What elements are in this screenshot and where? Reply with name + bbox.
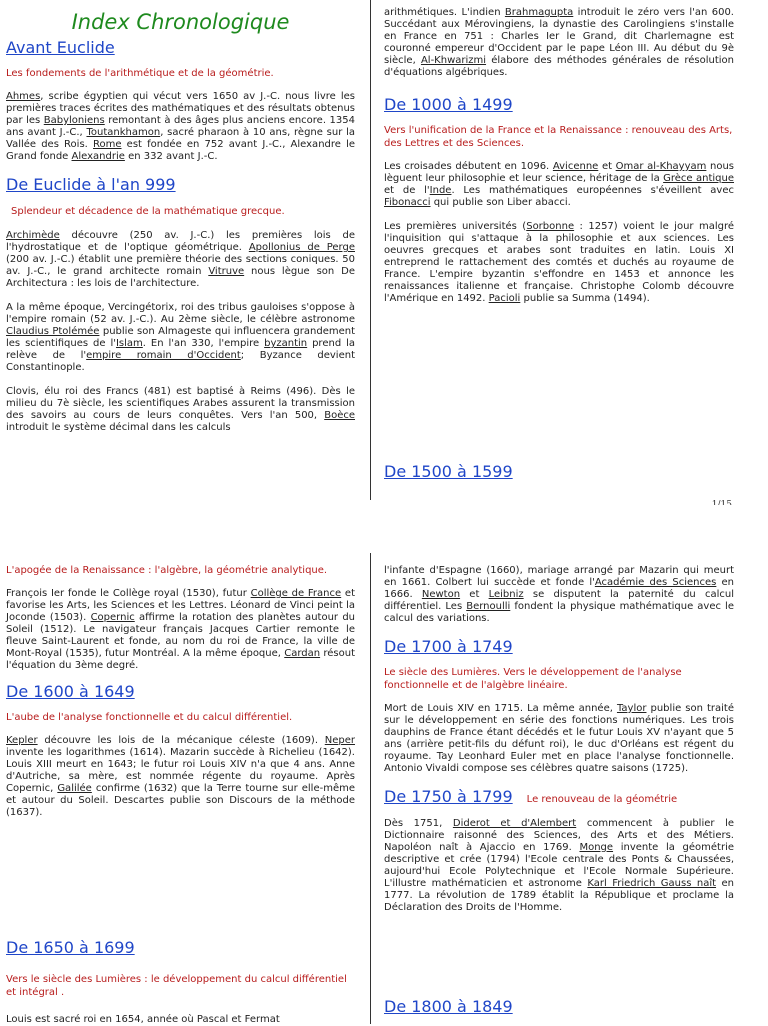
link-alexandrie[interactable]: Alexandrie bbox=[71, 151, 125, 162]
text: . Les mathématiques européennes s'éveillent avec bbox=[451, 185, 734, 196]
text: et favorise les Arts, les Sciences et les Lettres. Léonard de Vinci peint la Joconde (1503). bbox=[6, 588, 355, 623]
text: Dès 1751, bbox=[384, 818, 453, 829]
left-column bbox=[6, 545, 356, 1025]
section-link-1750-1799[interactable]: De 1750 à 1799 bbox=[384, 787, 513, 806]
section-subtitle: Le renouveau de la géométrie bbox=[526, 794, 678, 805]
link-archimede[interactable]: Archimède bbox=[6, 230, 60, 241]
page-gap bbox=[0, 505, 768, 545]
text: François Ier fonde le Collège royal (1530), futur bbox=[6, 588, 251, 599]
text: découvre les lois de la mécanique céleste (1609). bbox=[37, 735, 325, 746]
text: et de l' bbox=[384, 185, 430, 196]
link-toutankhamon[interactable]: Toutankhamon bbox=[86, 127, 161, 138]
link-taylor[interactable]: Taylor bbox=[616, 703, 647, 714]
paragraph bbox=[384, 221, 734, 305]
text: introduit le zéro vers l'an 600. Succédant aux Mérovingiens, la dynastie des Carolingiens s'installe en France en 751 : Charles Ier le Grand, dit Charlemagne est couronné empereur d'Occident par le pape Léon III. Au début du 9è siècle, bbox=[384, 7, 734, 66]
text: . En l'an 330, l'empire bbox=[142, 338, 265, 349]
link-vitruve[interactable]: Vitruve bbox=[208, 266, 245, 277]
section-link-euclide-999[interactable]: De Euclide à l'an 999 bbox=[6, 175, 176, 194]
paragraph bbox=[384, 565, 734, 625]
text: invente la géométrie descriptive et crée (1794) l'Ecole centrale des Ponts & Chaussées, aujourd'hui Ecole Polytechnique et l'Ecole Normale Supérieure. L'illustre mathématicien et astronome bbox=[384, 842, 734, 889]
link-academie-sciences[interactable]: Académie des Sciences bbox=[594, 577, 717, 588]
right-column bbox=[384, 545, 735, 1016]
paragraph bbox=[6, 230, 355, 290]
section-subtitle: L'aube de l'analyse fonctionnelle et du calcul différentiel. bbox=[6, 712, 293, 723]
link-babyloniens[interactable]: Babyloniens bbox=[43, 115, 105, 126]
link-cardan[interactable]: Cardan bbox=[284, 648, 321, 659]
section-subtitle: Vers l'unification de la France et la Renaissance : renouveau des Arts, des Lettres et des Sciences. bbox=[384, 125, 733, 149]
section-subtitle: Le siècle des Lumières. Vers le développement de l'analyse fonctionnelle et de l'algèbre linéaire. bbox=[384, 667, 682, 691]
document-title: Index Chronologique bbox=[71, 10, 290, 34]
link-apollonius[interactable]: Apollonius de Perge bbox=[248, 242, 355, 253]
link-inde[interactable]: Inde bbox=[429, 185, 452, 196]
link-fibonacci[interactable]: Fibonacci bbox=[384, 197, 431, 208]
text: Les croisades débutent en 1096. bbox=[384, 161, 553, 172]
text: élabore des méthodes générales de résolution d'équations algébriques. bbox=[384, 55, 734, 78]
section-subtitle: Splendeur et décadence de la mathématique grecque. bbox=[11, 206, 285, 217]
text: , scribe égyptien qui vécut vers 1650 av J.-C. nous livre les premières traces écrites des mathématiques et des résultats obtenus par les bbox=[6, 91, 355, 126]
paragraph bbox=[6, 588, 355, 672]
text: qui publie son Liber abacci. bbox=[430, 197, 571, 208]
paragraph bbox=[384, 161, 734, 209]
text: confirme (1632) que la Terre tourne sur elle-même et autour du Soleil. Descartes publie son Discours de la méthode (1637). bbox=[6, 783, 355, 818]
section-subtitle: Les fondements de l'arithmétique et de la géométrie. bbox=[6, 68, 274, 79]
text: : 1257) voient le jour malgré l'inquisition qui s'attaque à la philosophie et aux sciences. Les oeuvres grecques et arabes sont traduites en latin. Louis XI entreprend le rattachement des comtés et duchés au royaume de France. L'empire byzantin s'effondre en 1453 et annonce les renaissances italienne et française. Christophe Colomb découvre l'Amérique en 1492. bbox=[384, 221, 734, 304]
link-pacioli[interactable]: Pacioli bbox=[488, 293, 521, 304]
text: découvre (250 av. J.-C.) les premières lois de l'hydrostatique et de l'optique géométrique. bbox=[6, 230, 355, 253]
paragraph bbox=[384, 818, 734, 914]
text: (200 av. J.-C.) établit une première théorie des sections coniques. 50 av. J.-C., le grand architecte romain bbox=[6, 254, 355, 277]
text: Les premières universités ( bbox=[384, 221, 527, 232]
section-link-1650-1699[interactable]: De 1650 à 1699 bbox=[6, 938, 135, 957]
link-bernoulli[interactable]: Bernoulli bbox=[466, 601, 511, 612]
section-link-1600-1649[interactable]: De 1600 à 1649 bbox=[6, 682, 135, 701]
text: Clovis, élu roi des Francs (481) est baptisé à Reims (496). Dès le milieu du 7è siècle, les scientifiques Arabes assurent la transmission des savoirs au cours de leurs conquêtes. Vers l'an 500, bbox=[6, 386, 355, 421]
text: commencent à publier le Dictionnaire raisonné des Sciences, des Arts et des Métiers. Napoléon naît à Ajaccio en 1769. bbox=[384, 818, 735, 853]
text: ; Byzance devient Constantinople. bbox=[6, 350, 355, 373]
link-grece-antique[interactable]: Grèce antique bbox=[663, 173, 734, 184]
section-link-1500-1599[interactable]: De 1500 à 1599 bbox=[384, 462, 513, 481]
paragraph bbox=[384, 7, 734, 79]
paragraph bbox=[384, 703, 734, 775]
text: publie son traité sur le développement en série des fonctions numériques. Les trois dauphins de France étant décédés et le futur Louis XV n'ayant que 5 ans (arrière petit-fils du défunt roi), le duc d'Orléans est régent du royaume. Tay Leonhard Euler met en place l'analyse fonctionnelle. Antonio Vivaldi compose ses célèbres quatre saisons (1725). bbox=[384, 703, 734, 774]
text: en 332 avant J.-C. bbox=[124, 151, 218, 162]
link-college-de-france[interactable]: Collège de France bbox=[250, 588, 342, 599]
text: l'infante d'Espagne (1660), mariage arrangé par Mazarin qui meurt en 1661. Colbert lui succède et fonde l' bbox=[384, 565, 734, 588]
text: fondent la physique mathématique avec le calcul des variations. bbox=[384, 601, 734, 624]
text: nous lèguent leur philosophie et leur science, héritage de la bbox=[384, 161, 735, 184]
text: se disputent la paternité du calcul différentiel. Les bbox=[384, 589, 734, 612]
link-rome[interactable]: Rome bbox=[93, 139, 122, 150]
page-1 bbox=[0, 0, 768, 505]
link-leibniz[interactable]: Leibniz bbox=[488, 589, 524, 600]
left-column bbox=[6, 0, 355, 434]
link-omar-khayyam[interactable]: Omar al-Khayyam bbox=[615, 161, 707, 172]
text: introduit le système décimal dans les calculs bbox=[6, 422, 231, 433]
text: et bbox=[460, 589, 489, 600]
section-link-avant-euclide[interactable]: Avant Euclide bbox=[6, 38, 115, 57]
text: remontant à des âges plus anciens encore. 1354 ans avant J.-C., bbox=[6, 115, 355, 138]
text: en 1777. La révolution de 1789 établit la République et proclame la Déclaration des Droits de l'Homme. bbox=[384, 878, 734, 913]
text: prend la relève de l' bbox=[6, 338, 355, 361]
link-brahmagupta[interactable]: Brahmagupta bbox=[504, 7, 574, 18]
link-diderot-alembert[interactable]: Diderot et d'Alembert bbox=[452, 818, 577, 829]
right-column bbox=[384, 0, 735, 481]
text: invente les logarithmes (1614). Mazarin succède à Richelieu (1642). Louis XIII meurt en 1643; le futur roi Louis XIV n'a que 4 ans. Anne d'Autriche, sa mère, est nommée régente du royaume. Après Copernic, bbox=[6, 747, 355, 794]
section-subtitle: L'apogée de la Renaissance : l'algèbre, la géométrie analytique. bbox=[6, 565, 328, 576]
column-divider bbox=[370, 0, 371, 500]
text: résout l'équation du 3ème degré. bbox=[6, 648, 356, 671]
text: publie son Almageste qui influencera grandement les scientifiques de l' bbox=[6, 326, 355, 349]
paragraph bbox=[6, 386, 355, 434]
text: publie sa Summa (1494). bbox=[520, 293, 650, 304]
link-byzantin[interactable]: byzantin bbox=[264, 338, 308, 349]
link-monge[interactable]: Monge bbox=[579, 842, 614, 853]
link-ahmes[interactable]: Ahmes bbox=[6, 91, 41, 102]
link-boece[interactable]: Boèce bbox=[324, 410, 355, 421]
link-al-khwarizmi[interactable]: Al-Khwarizmi bbox=[420, 55, 487, 66]
link-ptolemee[interactable]: Claudius Ptolémée bbox=[6, 326, 100, 337]
paragraph bbox=[6, 302, 355, 374]
text: affirme la rotation des planètes autour du Soleil (1512). Le navigateur français Jacques Cartier remonte le fleuve Saint-Laurent et fonde, au nom du roi de France, la ville de Mont-Royal (1535), futur Montréal. A la même époque, bbox=[6, 612, 356, 659]
link-neper[interactable]: Neper bbox=[324, 735, 355, 746]
section-link-1800-1849[interactable]: De 1800 à 1849 bbox=[384, 997, 513, 1016]
link-sorbonne[interactable]: Sorbonne bbox=[526, 221, 575, 232]
link-galilee[interactable]: Galilée bbox=[57, 783, 92, 794]
link-empire-romain[interactable]: empire romain d'Occident bbox=[86, 350, 241, 361]
paragraph bbox=[6, 91, 355, 163]
section-link-1000-1499[interactable]: De 1000 à 1499 bbox=[384, 95, 513, 114]
text: en 1666. bbox=[384, 577, 734, 600]
page-2 bbox=[0, 545, 768, 1024]
text: , sacré pharaon à 10 ans, règne sur la Vallée des Rois. bbox=[6, 127, 355, 150]
link-copernic[interactable]: Copernic bbox=[90, 612, 135, 623]
link-newton[interactable]: Newton bbox=[421, 589, 461, 600]
text: et bbox=[598, 161, 616, 172]
paragraph bbox=[6, 735, 355, 819]
link-kepler[interactable]: Kepler bbox=[6, 735, 38, 746]
text: est fondée en 752 avant J.-C., Alexandre le Grand fonde bbox=[6, 139, 355, 162]
section-subtitle: Vers le siècle des Lumières : le développement du calcul différentiel et intégral . bbox=[6, 974, 347, 998]
link-avicenne[interactable]: Avicenne bbox=[552, 161, 599, 172]
section-link-1700-1749[interactable]: De 1700 à 1749 bbox=[384, 637, 513, 656]
text: Mort de Louis XIV en 1715. La même année, bbox=[384, 703, 617, 714]
text: A la même époque, Vercingétorix, roi des tribus gauloises s'oppose à l'empire romain (52 av. J.-C.). Au 2ème siècle, le célèbre astronome bbox=[6, 302, 355, 325]
text: arithmétiques. L'indien bbox=[384, 7, 505, 18]
text: nous lègue son De Architectura : les lois de l'architecture. bbox=[6, 266, 355, 289]
link-gauss[interactable]: Karl Friedrich Gauss naît bbox=[587, 878, 717, 889]
link-islam[interactable]: Islam bbox=[115, 338, 143, 349]
paragraph: Louis est sacré roi en 1654, année où Pascal et Fermat bbox=[6, 1014, 280, 1025]
column-divider bbox=[370, 553, 371, 1024]
